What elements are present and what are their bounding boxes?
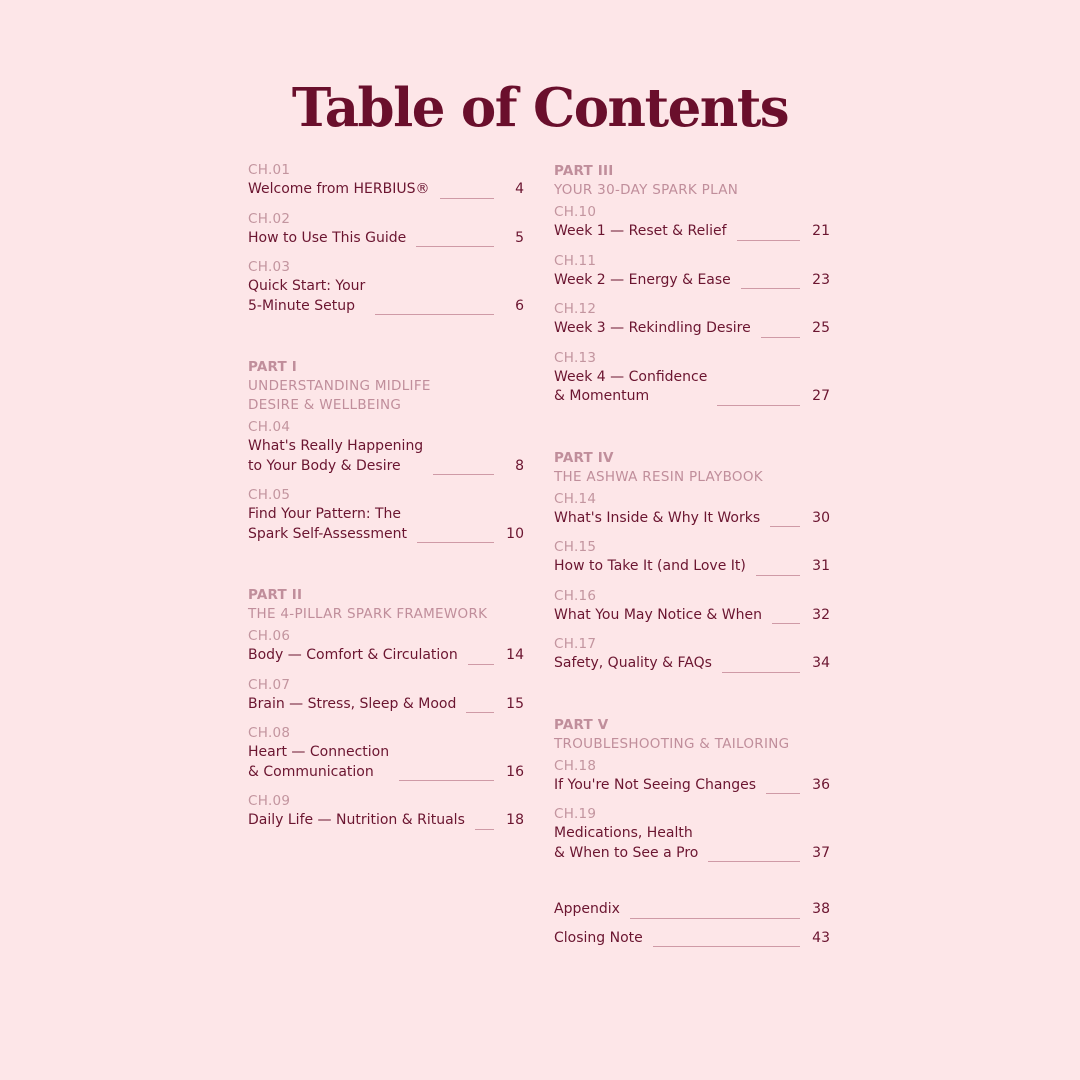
leader-line — [468, 664, 494, 665]
toc-entry-closing-note[interactable] — [554, 929, 830, 949]
chapter-title: What's Inside & Why It Works — [554, 509, 761, 526]
leader-line — [475, 829, 494, 830]
toc-entry-ch03[interactable] — [248, 258, 524, 316]
chapter-number: CH.14 — [554, 490, 597, 507]
leader-line — [761, 337, 800, 338]
page-number: 31 — [812, 558, 830, 574]
part-section-1 — [248, 357, 524, 544]
chapter-number: CH.03 — [248, 259, 291, 275]
toc-entry-ch12[interactable] — [554, 300, 830, 339]
part-title: YOUR 30-DAY SPARK PLAN — [554, 182, 739, 198]
leader-line — [440, 198, 495, 199]
page-number: 23 — [812, 271, 830, 288]
leader-line — [756, 575, 800, 576]
page-number: 4 — [515, 181, 524, 197]
chapter-title: Quick Start: Your 5-Minute Setup — [248, 278, 366, 314]
page-title: Table of Contents — [291, 77, 789, 139]
toc-entry-ch08[interactable] — [248, 724, 524, 782]
toc-entry-ch07[interactable] — [248, 676, 524, 715]
chapter-title: What You May Notice & When — [554, 606, 762, 623]
chapter-number: CH.04 — [248, 419, 291, 435]
chapter-title: How to Use This Guide — [248, 229, 407, 246]
leader-line — [741, 288, 800, 289]
chapter-number: CH.17 — [554, 636, 597, 652]
chapter-title: Welcome from HERBIUS® — [248, 181, 430, 197]
part-label: PART III — [554, 163, 614, 179]
page-number: 38 — [812, 901, 830, 917]
entry-title: Closing Note — [554, 929, 643, 946]
leader-line — [717, 405, 800, 406]
part-title: TROUBLESHOOTING & TAILORING — [554, 735, 790, 752]
page-number: 5 — [515, 229, 524, 246]
part-label: PART IV — [554, 449, 614, 466]
page-number: 37 — [812, 844, 830, 861]
entry-title: Appendix — [554, 901, 620, 917]
page-number: 21 — [812, 223, 830, 239]
toc-entry-ch15[interactable] — [554, 538, 830, 577]
toc-entry-ch10[interactable] — [554, 203, 830, 242]
leader-line — [399, 780, 494, 781]
toc-entry-ch09[interactable] — [248, 792, 524, 831]
page-number: 6 — [515, 297, 524, 314]
chapter-number: CH.09 — [248, 793, 291, 809]
page-number: 10 — [506, 525, 524, 542]
page-number: 18 — [506, 812, 524, 828]
leader-line — [417, 542, 494, 543]
chapter-number: CH.05 — [248, 487, 291, 503]
part-label: PART II — [248, 587, 303, 603]
toc-entry-ch06[interactable] — [248, 627, 524, 666]
leader-line — [770, 526, 800, 527]
chapter-title: Find Your Pattern: The Spark Self-Assessment — [248, 506, 407, 542]
chapter-title: Brain — Stress, Sleep & Mood — [248, 695, 457, 712]
page-number: 16 — [506, 763, 524, 780]
chapter-title: What's Really Happening to Your Body & Desire — [248, 438, 424, 474]
toc-entry-ch16[interactable] — [554, 587, 830, 626]
chapter-title: Week 3 — Rekindling Desire — [554, 320, 751, 336]
leader-line — [416, 246, 494, 247]
page-number: 30 — [812, 509, 830, 526]
chapter-number: CH.01 — [248, 162, 291, 178]
leader-line — [630, 918, 800, 919]
chapter-number: CH.11 — [554, 252, 597, 269]
chapter-title: Week 1 — Reset & Relief — [554, 223, 727, 239]
chapter-number: CH.07 — [248, 676, 291, 693]
leader-line — [722, 672, 800, 673]
toc-entry-ch18[interactable] — [554, 757, 830, 796]
leader-line — [766, 793, 800, 794]
toc-entry-ch17[interactable] — [554, 635, 830, 674]
toc-entry-ch11[interactable] — [554, 252, 830, 291]
chapter-title: Heart — Connection & Communication — [248, 744, 390, 780]
leader-line — [466, 712, 494, 713]
chapter-title: Week 2 — Energy & Ease — [554, 271, 731, 288]
leader-line — [708, 861, 800, 862]
chapter-title: If You're Not Seeing Changes — [554, 776, 757, 793]
leader-line — [653, 946, 800, 947]
page-number: 8 — [515, 457, 524, 474]
toc-entry-ch02[interactable] — [248, 210, 524, 249]
toc-entry-ch19[interactable] — [554, 805, 830, 863]
part-label: PART V — [554, 716, 609, 733]
page-number: 14 — [506, 647, 524, 663]
toc-left-column — [248, 161, 524, 841]
part-section-3 — [554, 161, 830, 407]
leader-line — [772, 623, 800, 624]
chapter-title: Safety, Quality & FAQs — [554, 655, 712, 671]
chapter-title: Medications, Health & When to See a Pro — [554, 825, 699, 861]
part-section-5 — [554, 715, 830, 864]
chapter-number: CH.15 — [554, 539, 597, 555]
page-number: 25 — [812, 320, 830, 336]
chapter-title: Daily Life — Nutrition & Rituals — [248, 812, 465, 828]
part-section-2 — [248, 585, 524, 831]
part-title: THE ASHWA RESIN PLAYBOOK — [554, 468, 763, 485]
chapter-number: CH.19 — [554, 806, 597, 822]
chapter-title: Week 4 — Confidence & Momentum — [554, 368, 708, 404]
chapter-number: CH.18 — [554, 757, 597, 774]
toc-entry-ch13[interactable] — [554, 349, 830, 407]
page-number: 43 — [812, 929, 830, 946]
leader-line — [433, 474, 494, 475]
chapter-number: CH.02 — [248, 210, 291, 227]
chapter-number: CH.08 — [248, 725, 291, 741]
chapter-number: CH.06 — [248, 628, 291, 644]
chapter-number: CH.10 — [554, 204, 597, 220]
page-number: 36 — [812, 776, 830, 793]
chapter-title: Body — Comfort & Circulation — [248, 647, 458, 663]
chapter-number: CH.16 — [554, 587, 597, 604]
toc-entry-ch04[interactable] — [248, 418, 524, 476]
toc-entry-ch14[interactable] — [554, 490, 830, 529]
page-number: 34 — [812, 655, 830, 671]
part-title: THE 4-PILLAR SPARK FRAMEWORK — [248, 606, 488, 622]
chapter-number: CH.13 — [554, 349, 597, 366]
page-number: 15 — [506, 695, 524, 712]
chapter-title: How to Take It (and Love It) — [554, 558, 746, 574]
page-number: 27 — [812, 388, 830, 404]
leader-line — [375, 314, 494, 315]
leader-line — [737, 240, 800, 241]
chapter-number: CH.12 — [554, 301, 597, 317]
part-section-4 — [554, 448, 830, 674]
toc-entry-appendix[interactable] — [554, 900, 830, 920]
toc-entry-ch05[interactable] — [248, 486, 524, 544]
toc-entry-ch01[interactable] — [248, 161, 524, 200]
part-title: UNDERSTANDING MIDLIFE DESIRE & WELLBEING — [248, 378, 431, 413]
toc-right-column — [554, 161, 830, 957]
page-number: 32 — [812, 606, 830, 623]
part-label: PART I — [248, 359, 298, 375]
